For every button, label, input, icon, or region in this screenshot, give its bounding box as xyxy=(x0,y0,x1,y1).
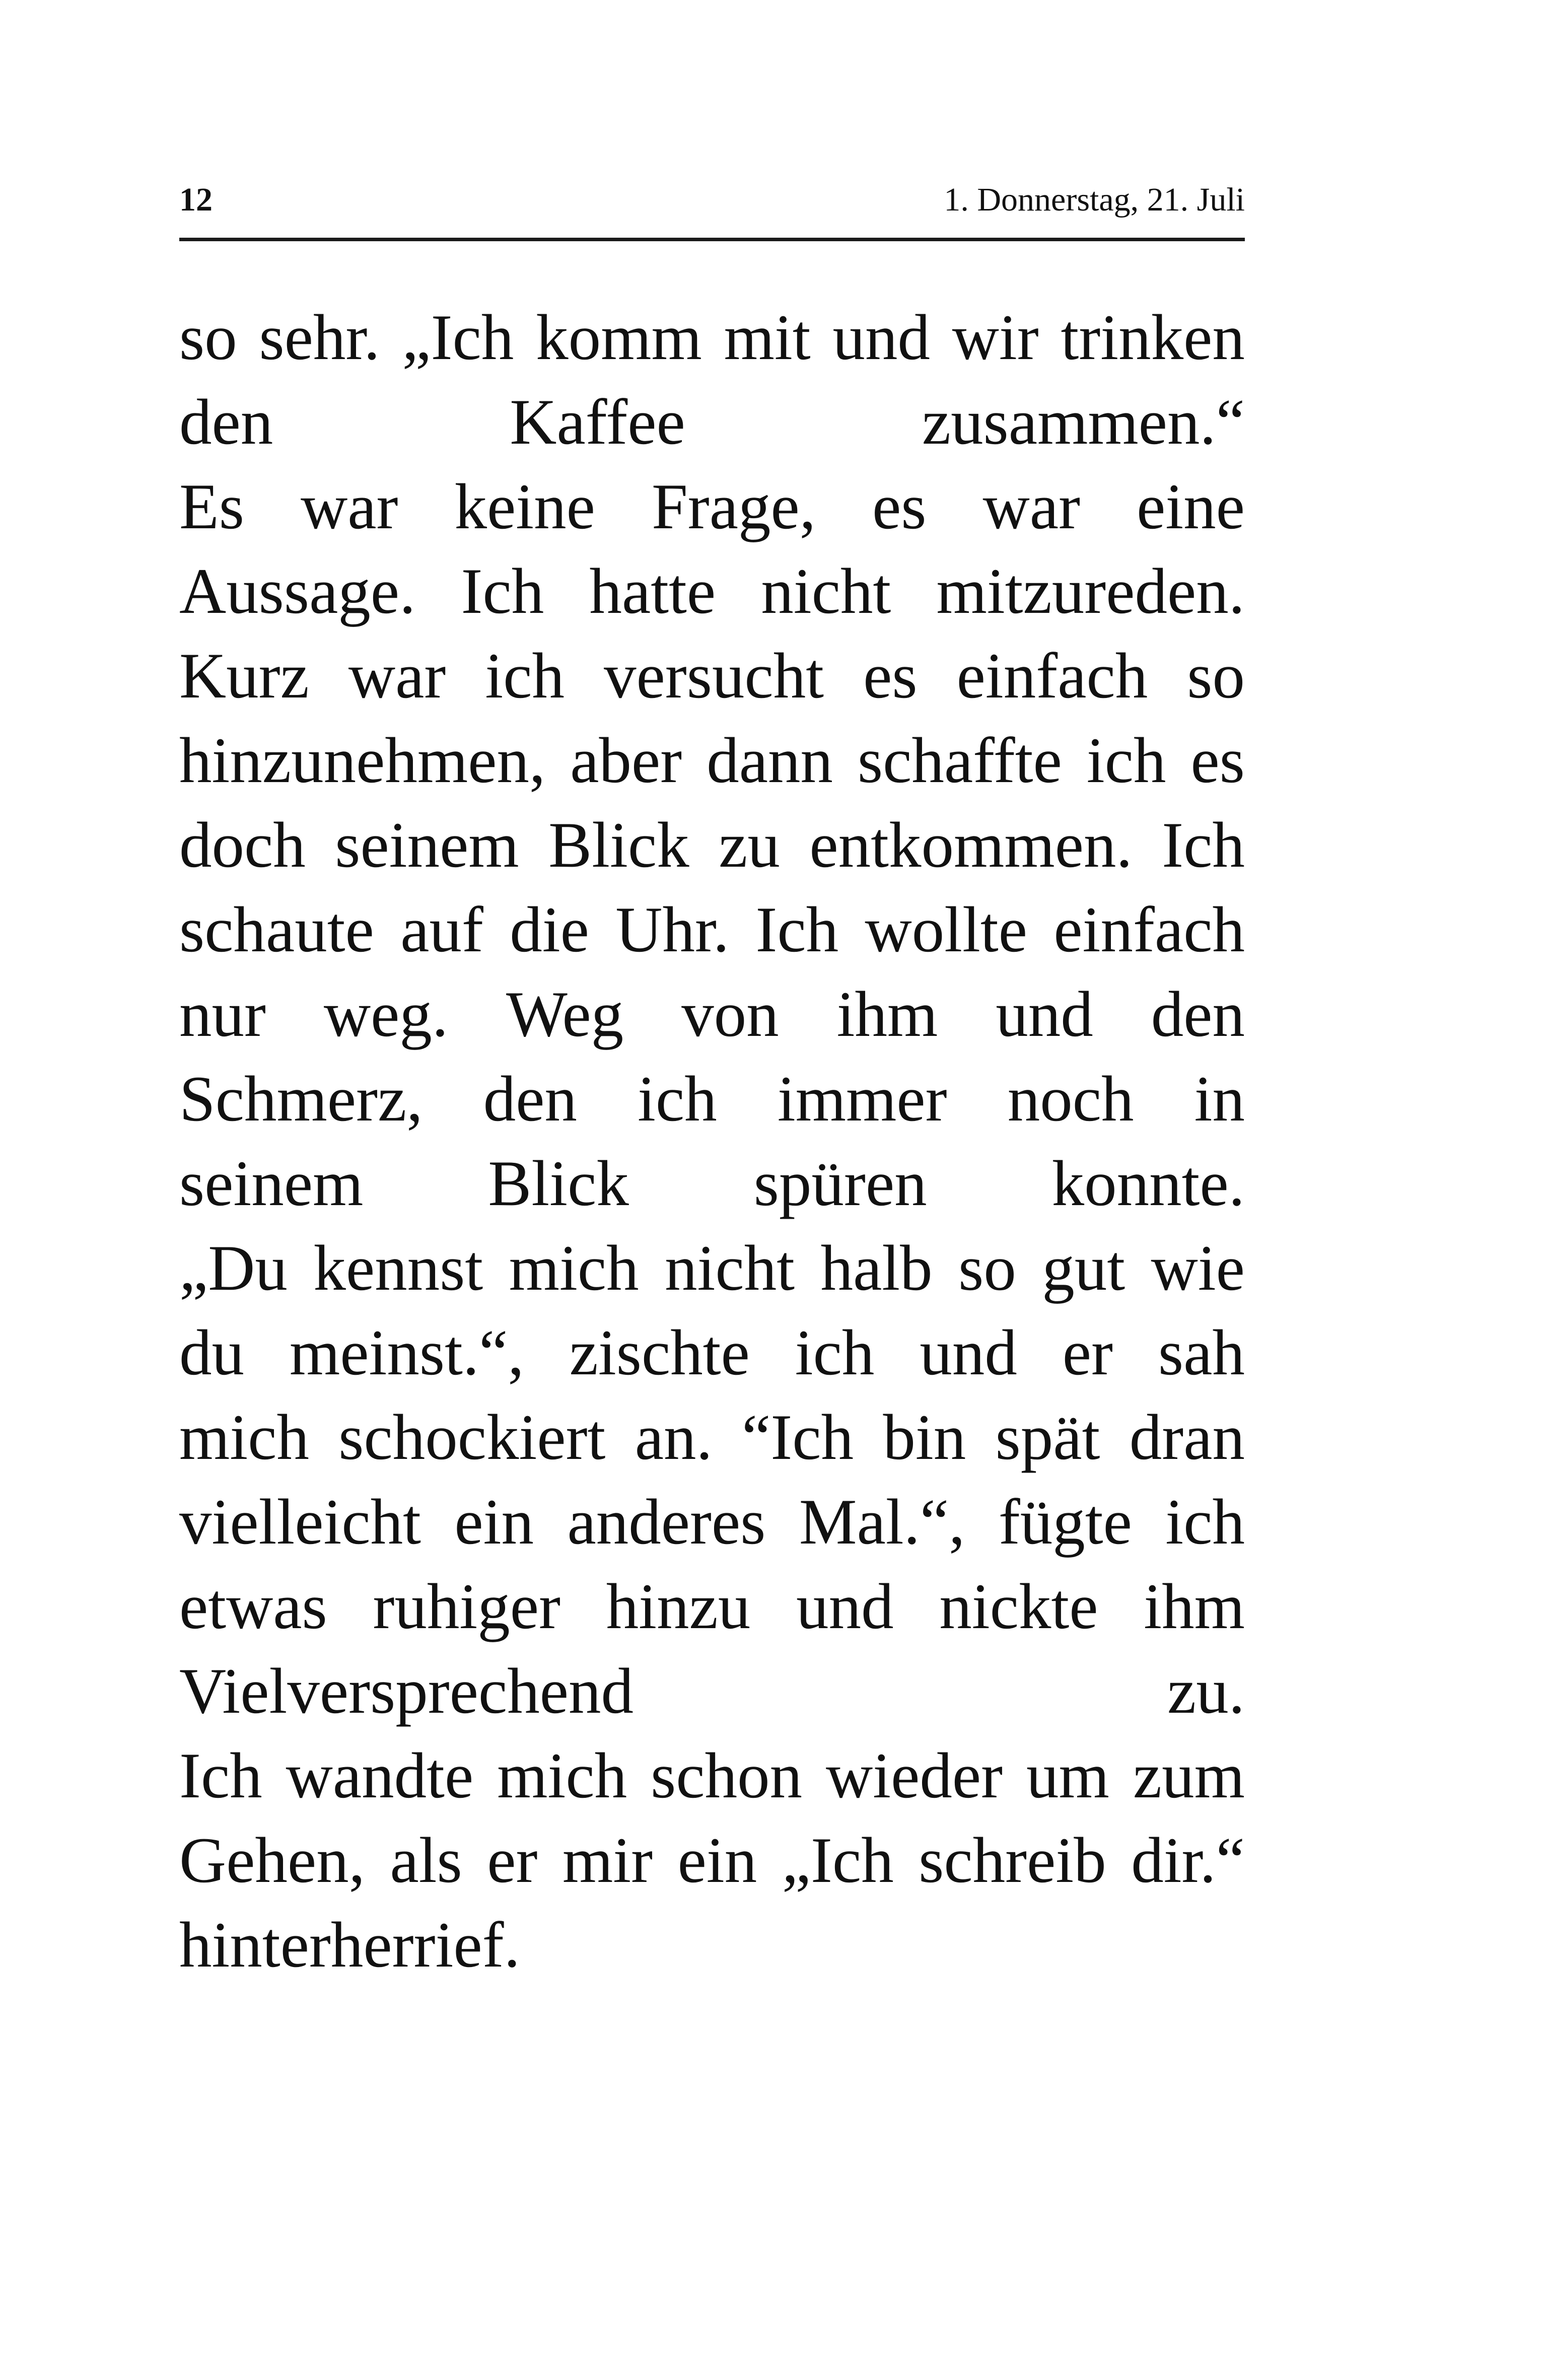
word: sehr. xyxy=(259,301,380,373)
text-line xyxy=(179,380,1245,464)
word: mir xyxy=(562,1824,653,1896)
word: du xyxy=(179,1316,244,1388)
word: mich xyxy=(179,1401,309,1473)
word: wie xyxy=(1151,1232,1245,1304)
word: trinken xyxy=(1061,301,1245,373)
text-line xyxy=(179,464,1245,549)
text-line xyxy=(179,1480,1245,1564)
word: dran xyxy=(1129,1401,1245,1473)
word: auf xyxy=(400,893,483,965)
word: nickte xyxy=(939,1570,1098,1642)
word: war xyxy=(301,470,398,542)
word: und xyxy=(920,1316,1017,1388)
word: wieder xyxy=(826,1739,1003,1811)
word: es xyxy=(863,640,918,712)
text-line xyxy=(179,1733,1245,1818)
word: „Du xyxy=(179,1232,288,1304)
word: Es xyxy=(179,470,244,542)
word: bin xyxy=(883,1401,966,1473)
word: wollte xyxy=(865,893,1027,965)
word: hinzu xyxy=(606,1570,751,1642)
text-line xyxy=(179,1395,1245,1480)
word: seinem xyxy=(335,809,519,881)
word: nicht xyxy=(761,555,891,627)
word: einfach xyxy=(1053,893,1245,965)
text-line xyxy=(179,803,1245,887)
word: Vielversprechend xyxy=(179,1655,633,1727)
text-line: hinterherrief. xyxy=(179,1909,520,1981)
word: den xyxy=(483,1063,577,1135)
word: dir.“ xyxy=(1131,1824,1245,1896)
word: etwas xyxy=(179,1570,327,1642)
word: ich xyxy=(638,1063,717,1135)
word: schaffte xyxy=(857,724,1062,796)
word: versucht xyxy=(604,640,824,712)
word: Aussage. xyxy=(179,555,416,627)
text-line xyxy=(179,1649,1245,1733)
word: komm xyxy=(536,301,702,373)
word: um xyxy=(1026,1739,1109,1811)
text-line xyxy=(179,1141,1245,1226)
word: den xyxy=(179,386,273,458)
word: nicht xyxy=(665,1232,795,1304)
word: hatte xyxy=(589,555,716,627)
word: ein xyxy=(454,1486,534,1558)
word: zum xyxy=(1133,1739,1245,1811)
word: schreib xyxy=(919,1824,1106,1896)
word: Gehen, xyxy=(179,1824,365,1896)
word: spät xyxy=(995,1401,1100,1473)
word: entkommen. xyxy=(809,809,1133,881)
word: anderes xyxy=(567,1486,766,1558)
word: Ich xyxy=(461,555,544,627)
word: war xyxy=(348,640,446,712)
word: es xyxy=(872,470,927,542)
text-line xyxy=(179,1057,1245,1141)
word: er xyxy=(1062,1316,1113,1388)
word: sah xyxy=(1158,1316,1245,1388)
word: mit xyxy=(724,301,811,373)
word: Uhr. xyxy=(615,893,730,965)
word: ich xyxy=(1086,724,1166,796)
word: zusammen.“ xyxy=(922,386,1245,458)
word: Blick xyxy=(488,1147,629,1219)
word: so xyxy=(179,301,237,373)
word: ich xyxy=(1165,1486,1245,1558)
word: mitzureden. xyxy=(936,555,1245,627)
text-line xyxy=(179,1310,1245,1395)
word: seinem xyxy=(179,1147,364,1219)
word: spüren xyxy=(753,1147,927,1219)
word: zu xyxy=(719,809,780,881)
word: in xyxy=(1194,1063,1245,1135)
text-line xyxy=(179,718,1245,803)
word: schockiert xyxy=(338,1401,606,1473)
word: er xyxy=(487,1824,538,1896)
word: „Ich xyxy=(402,301,514,373)
word: nur xyxy=(179,978,266,1050)
word: doch xyxy=(179,809,306,881)
word: Ich xyxy=(1162,809,1245,881)
word: es xyxy=(1190,724,1245,796)
word: den xyxy=(1151,978,1245,1050)
word: “Ich xyxy=(742,1401,854,1473)
word: Ich xyxy=(755,893,839,965)
word: Mal.“, xyxy=(799,1486,965,1558)
word: gut xyxy=(1042,1232,1125,1304)
word: weg. xyxy=(323,978,449,1050)
word: Blick xyxy=(548,809,689,881)
word: meinst.“, xyxy=(289,1316,524,1388)
text-line xyxy=(179,1564,1245,1649)
word: mich xyxy=(497,1739,627,1811)
word: wir xyxy=(952,301,1039,373)
word: zu. xyxy=(1167,1655,1245,1727)
word: „Ich xyxy=(782,1824,894,1896)
word: ruhiger xyxy=(373,1570,560,1642)
word: Schmerz, xyxy=(179,1063,423,1135)
word: immer xyxy=(777,1063,947,1135)
page-header xyxy=(179,177,1245,241)
word: einfach xyxy=(956,640,1148,712)
page-number: 12 xyxy=(179,181,213,218)
word: und xyxy=(796,1570,894,1642)
word: als xyxy=(390,1824,462,1896)
text-line xyxy=(179,634,1245,718)
word: ich xyxy=(795,1316,875,1388)
word: ihm xyxy=(836,978,938,1050)
word: an. xyxy=(635,1401,713,1473)
word: ein xyxy=(677,1824,757,1896)
word: wandte xyxy=(286,1739,474,1811)
word: konnte. xyxy=(1051,1147,1245,1219)
word: eine xyxy=(1137,470,1245,542)
word: so xyxy=(958,1232,1016,1304)
word: schon xyxy=(651,1739,803,1811)
word: noch xyxy=(1007,1063,1134,1135)
word: von xyxy=(681,978,779,1050)
text-line xyxy=(179,549,1245,634)
word: hinzunehmen, xyxy=(179,724,546,796)
text-line xyxy=(179,887,1245,972)
word: dann xyxy=(707,724,833,796)
word: Frage, xyxy=(652,470,816,542)
word: vielleicht xyxy=(179,1486,421,1558)
word: kennst xyxy=(313,1232,483,1304)
word: fügte xyxy=(998,1486,1132,1558)
word: die xyxy=(510,893,589,965)
text-line xyxy=(179,1818,1245,1903)
word: und xyxy=(832,301,930,373)
word: aber xyxy=(570,724,682,796)
word: und xyxy=(996,978,1093,1050)
word: Kaffee xyxy=(510,386,685,458)
body-text xyxy=(179,295,1245,1987)
word: zischte xyxy=(569,1316,750,1388)
running-head: 1. Donnerstag, 21. Juli xyxy=(944,181,1245,218)
word: keine xyxy=(454,470,595,542)
word: ihm xyxy=(1144,1570,1245,1642)
word: war xyxy=(982,470,1081,542)
text-line xyxy=(179,972,1245,1057)
text-line xyxy=(179,1226,1245,1310)
word: Ich xyxy=(179,1739,262,1811)
word: so xyxy=(1187,640,1245,712)
word: schaute xyxy=(179,893,374,965)
word: halb xyxy=(820,1232,933,1304)
word: Kurz xyxy=(179,640,309,712)
word: Weg xyxy=(506,978,624,1050)
word: ich xyxy=(485,640,565,712)
word: mich xyxy=(509,1232,639,1304)
text-line xyxy=(179,295,1245,380)
